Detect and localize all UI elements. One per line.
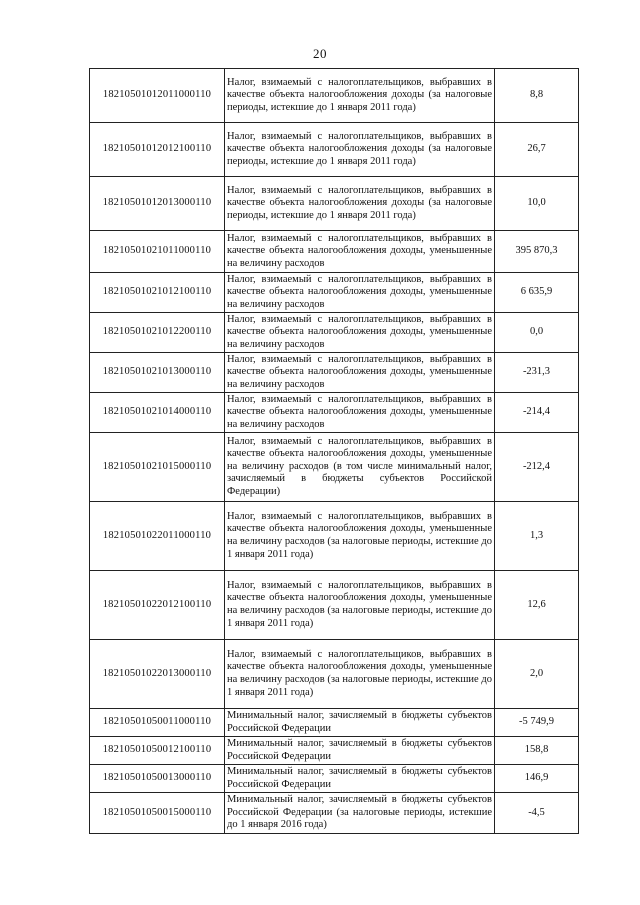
description-cell: Налог, взимаемый с налогоплательщиков, выбравших в качестве объекта налогообложения доходы (за налоговые периоды, истекшие до 1 января 2011 года) [225, 177, 495, 231]
kbk-code-cell: 18210501021012200110 [90, 313, 225, 353]
table-row [90, 793, 579, 834]
kbk-code-cell: 18210501021011000110 [90, 231, 225, 273]
kbk-code-cell: 18210501021012100110 [90, 273, 225, 313]
description-cell: Налог, взимаемый с налогоплательщиков, выбравших в качестве объекта налогообложения доходы, уменьшенные на величину расходов (в том числе минимальный налог, зачисляемый в бюджеты субъектов Российской Федерации) [225, 433, 495, 502]
amount-cell: 10,0 [495, 177, 579, 231]
table-row [90, 737, 579, 765]
description-cell: Налог, взимаемый с налогоплательщиков, выбравших в качестве объекта налогообложения доходы (за налоговые периоды, истекшие до 1 января 2011 года) [225, 69, 495, 123]
amount-cell: -212,4 [495, 433, 579, 502]
description-cell: Налог, взимаемый с налогоплательщиков, выбравших в качестве объекта налогообложения доходы, уменьшенные на величину расходов (за налоговые периоды, истекшие до 1 января 2011 года) [225, 502, 495, 571]
description-cell: Минимальный налог, зачисляемый в бюджеты субъектов Российской Федерации (за налоговые периоды, истекшие до 1 января 2016 года) [225, 793, 495, 834]
amount-cell: 146,9 [495, 765, 579, 793]
amount-cell: -5 749,9 [495, 709, 579, 737]
kbk-code-cell: 18210501012013000110 [90, 177, 225, 231]
table-row [90, 765, 579, 793]
amount-cell: 2,0 [495, 640, 579, 709]
description-cell: Налог, взимаемый с налогоплательщиков, выбравших в качестве объекта налогообложения доходы, уменьшенные на величину расходов (за налоговые периоды, истекшие до 1 января 2011 года) [225, 640, 495, 709]
amount-cell: -4,5 [495, 793, 579, 834]
amount-cell: 0,0 [495, 313, 579, 353]
table-row [90, 177, 579, 231]
amount-cell: 6 635,9 [495, 273, 579, 313]
description-cell: Налог, взимаемый с налогоплательщиков, выбравших в качестве объекта налогообложения доходы, уменьшенные на величину расходов (за налоговые периоды, истекшие до 1 января 2011 года) [225, 571, 495, 640]
table-row [90, 571, 579, 640]
table-row [90, 502, 579, 571]
kbk-code-cell: 18210501021014000110 [90, 393, 225, 433]
amount-cell: 1,3 [495, 502, 579, 571]
table-row [90, 353, 579, 393]
description-cell: Налог, взимаемый с налогоплательщиков, выбравших в качестве объекта налогообложения доходы, уменьшенные на величину расходов [225, 231, 495, 273]
description-cell: Минимальный налог, зачисляемый в бюджеты субъектов Российской Федерации [225, 765, 495, 793]
kbk-code-cell: 18210501050012100110 [90, 737, 225, 765]
table-row [90, 123, 579, 177]
kbk-code-cell: 18210501021015000110 [90, 433, 225, 502]
kbk-code-cell: 18210501050015000110 [90, 793, 225, 834]
amount-cell: -214,4 [495, 393, 579, 433]
budget-revenue-table [89, 68, 579, 834]
kbk-code-cell: 18210501050013000110 [90, 765, 225, 793]
table-row [90, 433, 579, 502]
kbk-code-cell: 18210501021013000110 [90, 353, 225, 393]
table-row [90, 69, 579, 123]
kbk-code-cell: 18210501050011000110 [90, 709, 225, 737]
table-row [90, 640, 579, 709]
table-row [90, 393, 579, 433]
kbk-code-cell: 18210501022013000110 [90, 640, 225, 709]
kbk-code-cell: 18210501022011000110 [90, 502, 225, 571]
table-body [90, 69, 579, 834]
description-cell: Налог, взимаемый с налогоплательщиков, выбравших в качестве объекта налогообложения доходы, уменьшенные на величину расходов [225, 393, 495, 433]
amount-cell: 158,8 [495, 737, 579, 765]
description-cell: Минимальный налог, зачисляемый в бюджеты субъектов Российской Федерации [225, 737, 495, 765]
description-cell: Налог, взимаемый с налогоплательщиков, выбравших в качестве объекта налогообложения доходы, уменьшенные на величину расходов [225, 273, 495, 313]
amount-cell: -231,3 [495, 353, 579, 393]
amount-cell: 8,8 [495, 69, 579, 123]
description-cell: Налог, взимаемый с налогоплательщиков, выбравших в качестве объекта налогообложения доходы (за налоговые периоды, истекшие до 1 января 2011 года) [225, 123, 495, 177]
kbk-code-cell: 18210501022012100110 [90, 571, 225, 640]
description-cell: Налог, взимаемый с налогоплательщиков, выбравших в качестве объекта налогообложения доходы, уменьшенные на величину расходов [225, 353, 495, 393]
table-row [90, 709, 579, 737]
kbk-code-cell: 18210501012011000110 [90, 69, 225, 123]
page-number: 20 [313, 46, 327, 61]
table-row [90, 273, 579, 313]
description-cell: Минимальный налог, зачисляемый в бюджеты субъектов Российской Федерации [225, 709, 495, 737]
kbk-code-cell: 18210501012012100110 [90, 123, 225, 177]
description-cell: Налог, взимаемый с налогоплательщиков, выбравших в качестве объекта налогообложения доходы, уменьшенные на величину расходов [225, 313, 495, 353]
amount-cell: 395 870,3 [495, 231, 579, 273]
table-row [90, 313, 579, 353]
table-row [90, 231, 579, 273]
amount-cell: 12,6 [495, 571, 579, 640]
amount-cell: 26,7 [495, 123, 579, 177]
